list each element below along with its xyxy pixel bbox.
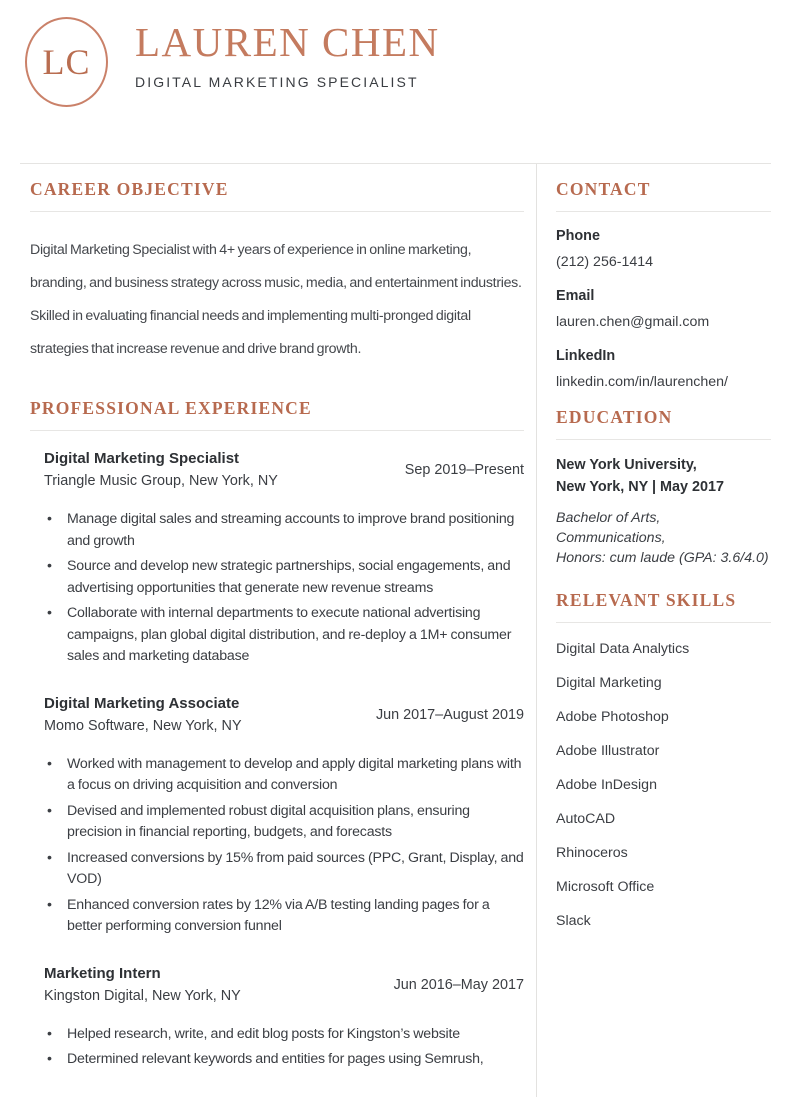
skill-item: Slack (556, 913, 591, 929)
contact-value: linkedin.com/in/laurenchen/ (556, 374, 728, 390)
job-title-block (44, 694, 242, 736)
bullet-item: • Collaborate with internal departments to execute national advertising campaigns, plan global digital distribution, and re-deploy a 1M+ consumer sales and marketing database (44, 603, 524, 668)
person-job-title: DIGITAL MARKETING SPECIALIST (135, 74, 419, 91)
job-dates: Sep 2019–Present (404, 462, 524, 478)
name-block (135, 20, 440, 90)
bullet-item: • Enhanced conversion rates by 12% via A/B testing landing pages for a better performing conversion funnel (44, 895, 524, 938)
contact-value: lauren.chen@gmail.com (556, 314, 710, 330)
relevant-skills-heading: RELEVANT SKILLS (556, 590, 737, 610)
education-school (556, 454, 771, 498)
job-bullets (44, 1024, 524, 1071)
education-detail-line: Bachelor of Arts, (556, 510, 661, 526)
job-title-block (44, 964, 241, 1006)
contact-value: (212) 256-1414 (556, 254, 654, 270)
professional-experience-heading: PROFESSIONAL EXPERIENCE (30, 398, 312, 418)
job-entry (44, 449, 524, 668)
job-entry (44, 964, 524, 1071)
contact-label: Phone (556, 228, 600, 244)
job-dates: Jun 2016–May 2017 (393, 976, 524, 993)
job-bullets (44, 509, 524, 668)
section-divider (556, 622, 771, 623)
resume-header (0, 0, 791, 163)
person-name: LAUREN CHEN (135, 19, 440, 65)
skill-item: Adobe Illustrator (556, 743, 660, 759)
bullet-item: • Manage digital sales and streaming accounts to improve brand positioning and growth (44, 509, 524, 552)
job-title: Marketing Intern (44, 964, 161, 982)
contact-item (556, 347, 771, 391)
skill-item: Rhinoceros (556, 845, 628, 861)
career-objective-heading: CAREER OBJECTIVE (30, 179, 229, 199)
skill-item: Adobe InDesign (556, 777, 657, 793)
skill-item: Digital Data Analytics (556, 641, 690, 657)
education-detail-line: Honors: cum laude (GPA: 3.6/4.0) (556, 550, 769, 566)
education-school-line: New York, NY | May 2017 (556, 479, 725, 495)
job-dates: Jun 2017–August 2019 (375, 706, 524, 723)
jobs-list (30, 449, 524, 1071)
objective-wrap (30, 234, 524, 382)
job-company: Momo Software, New York, NY (44, 717, 242, 734)
education-heading: EDUCATION (556, 407, 673, 427)
job-company: Kingston Digital, New York, NY (44, 987, 241, 1004)
section-divider (30, 211, 524, 212)
content-columns (20, 163, 771, 1097)
skills-list (556, 641, 771, 930)
section-relevant-skills (556, 590, 771, 930)
bullet-item: • Devised and implemented robust digital acquisition plans, ensuring precision in financial reporting, budgets, and forecasts (44, 801, 524, 844)
job-title: Digital Marketing Specialist (44, 450, 240, 467)
job-header (44, 694, 524, 736)
job-header (44, 449, 524, 491)
contact-label: Email (556, 288, 595, 304)
skill-item: AutoCAD (556, 811, 616, 827)
objective-text: Digital Marketing Specialist with 4+ years of experience in online marketing, branding, and business strategy across music, media, and entertainment industries. Skilled in evaluating financial needs and implementing multi-pronged digital strategies that increase revenue and drive brand growth. (30, 242, 522, 357)
education-detail-line: Communications, (556, 530, 666, 546)
main-column (20, 164, 537, 1097)
section-divider (556, 211, 771, 212)
section-divider (556, 439, 771, 440)
contact-items (556, 227, 771, 391)
monogram-initials: LC (42, 42, 91, 82)
skill-item: Digital Marketing (556, 675, 662, 691)
contact-item (556, 227, 771, 271)
contact-item (556, 287, 771, 331)
sidebar-column (537, 164, 771, 1097)
job-title-block (44, 449, 278, 491)
job-bullets (44, 754, 524, 938)
education-details (556, 508, 771, 568)
section-professional-experience (30, 398, 524, 1071)
bullet-item: • Helped research, write, and edit blog posts for Kingston’s website (44, 1024, 524, 1046)
section-career-objective (30, 179, 524, 382)
skill-item: Adobe Photoshop (556, 709, 669, 725)
job-title: Digital Marketing Associate (44, 694, 240, 712)
job-entry (44, 694, 524, 938)
job-company: Triangle Music Group, New York, NY (44, 473, 278, 489)
bullet-item: • Increased conversions by 15% from paid sources (PPC, Grant, Display, and VOD) (44, 848, 524, 891)
bullet-item: • Worked with management to develop and apply digital marketing plans with a focus on driving acquisition and conversion (44, 754, 524, 797)
bullet-item: • Determined relevant keywords and entities for pages using Semrush, (44, 1049, 524, 1071)
contact-heading: CONTACT (556, 179, 651, 199)
skill-item: Microsoft Office (556, 879, 655, 895)
education-school-line: New York University, (556, 457, 697, 473)
job-header (44, 964, 524, 1006)
section-divider (30, 430, 524, 431)
bullet-item: • Source and develop new strategic partnerships, social engagements, and advertising opportunities that generate new revenue streams (44, 556, 524, 599)
section-contact (556, 179, 771, 391)
section-education (556, 407, 771, 568)
contact-label: LinkedIn (556, 348, 616, 364)
monogram-logo (25, 17, 108, 107)
